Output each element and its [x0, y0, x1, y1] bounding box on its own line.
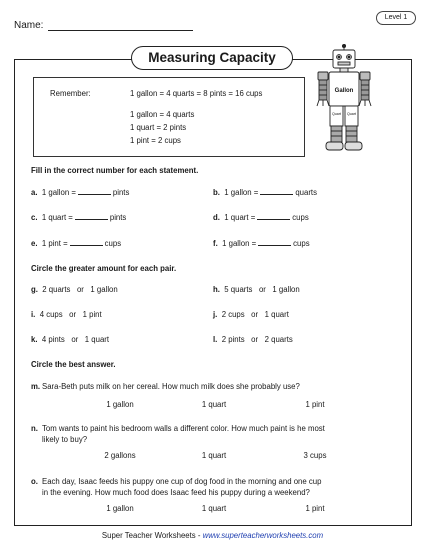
robot-gallon-label: Gallon	[334, 88, 354, 94]
answer-blank[interactable]	[70, 238, 103, 246]
footer-link[interactable]: www.superteacherworksheets.com	[202, 531, 324, 540]
choice[interactable]: 1 gallon	[90, 285, 118, 294]
page-title: Measuring Capacity	[131, 46, 293, 70]
answer-blank[interactable]	[260, 187, 293, 195]
section-heading: Circle the greater amount for each pair.	[31, 264, 177, 273]
robot-illustration	[316, 44, 372, 162]
answer-blank[interactable]	[75, 212, 108, 220]
choice[interactable]: 1 quart	[84, 335, 110, 344]
question-letter: n.	[31, 424, 38, 433]
question-text: in the evening. How much food does Isaac feed his puppy during a weekend?	[42, 488, 310, 497]
remember-line: 1 pint = 2 cups	[130, 136, 181, 145]
choice[interactable]: 2 pints	[221, 335, 245, 344]
fill-item-c: c. 1 quart = pints	[31, 213, 127, 222]
choice[interactable]: 5 quarts	[224, 285, 253, 294]
answer-choice[interactable]: 1 quart	[201, 400, 227, 409]
answer-blank[interactable]	[257, 212, 290, 220]
footer-text: Super Teacher Worksheets -	[101, 531, 203, 540]
answer-blank[interactable]	[78, 187, 111, 195]
robot-shoulder	[360, 72, 370, 80]
robot-leg-quart	[345, 106, 358, 126]
choice[interactable]: 1 pint	[82, 310, 102, 319]
robot-quart-label: Quart	[347, 112, 356, 116]
choice[interactable]: 4 cups	[39, 310, 63, 319]
choice[interactable]: 2 quarts	[264, 335, 293, 344]
question-text: Tom wants to paint his bedroom walls a different color. How much paint is he most	[42, 424, 325, 433]
choice[interactable]: 2 quarts	[42, 285, 71, 294]
section-heading: Fill in the correct number for each statement.	[31, 166, 199, 175]
remember-label: Remember:	[50, 89, 91, 98]
remember-line: 1 quart = 2 pints	[130, 123, 187, 132]
answer-choice[interactable]: 1 pint	[305, 400, 325, 409]
fill-item-a: a. 1 gallon = pints	[31, 188, 130, 197]
remember-line: 1 gallon = 4 quarts	[130, 110, 195, 119]
compare-item-l: l. 2 pints or 2 quarts	[213, 335, 293, 344]
choice[interactable]: 1 gallon	[272, 285, 300, 294]
fill-item-b: b. 1 gallon = quarts	[213, 188, 317, 197]
choice[interactable]: 1 quart	[264, 310, 289, 319]
compare-item-j: j. 2 cups or 1 quart	[213, 310, 289, 319]
choice[interactable]: 4 pints	[41, 335, 65, 344]
name-line	[48, 30, 193, 31]
choice[interactable]: 2 cups	[221, 310, 245, 319]
question-letter: o.	[31, 477, 38, 486]
question-text: likely to buy?	[42, 435, 88, 444]
question-text: Each day, Isaac feeds his puppy one cup of dog food in the morning and one cup	[42, 477, 322, 486]
footer	[0, 531, 425, 540]
answer-blank[interactable]	[258, 238, 291, 246]
compare-item-i: i. 4 cups or 1 pint	[31, 310, 102, 319]
answer-choice[interactable]: 3 cups	[303, 451, 327, 460]
compare-item-k: k. 4 pints or 1 quart	[31, 335, 110, 344]
fill-item-f: f. 1 gallon = cups	[213, 239, 310, 248]
answer-choice[interactable]: 1 gallon	[106, 400, 134, 409]
fill-item-e: e. 1 pint = cups	[31, 239, 122, 248]
answer-choice[interactable]: 2 gallons	[104, 451, 136, 460]
answer-choice[interactable]: 1 gallon	[106, 504, 134, 513]
answer-choice[interactable]: 1 quart	[201, 504, 227, 513]
compare-item-g: g. 2 quarts or 1 gallon	[31, 285, 118, 294]
robot-quart-label: Quart	[332, 112, 341, 116]
name-label: Name:	[14, 20, 44, 31]
answer-choice[interactable]: 1 quart	[201, 451, 227, 460]
remember-main: 1 gallon = 4 quarts = 8 pints = 16 cups	[130, 89, 263, 98]
question-text: Sara-Beth puts milk on her cereal. How much milk does she probably use?	[42, 382, 300, 391]
level-badge: Level 1	[376, 11, 416, 25]
fill-item-d: d. 1 quart = cups	[213, 213, 309, 222]
robot-leg-quart	[330, 106, 343, 126]
question-letter: m.	[31, 382, 41, 391]
robot-shoulder	[318, 72, 328, 80]
section-heading: Circle the best answer.	[31, 360, 116, 369]
answer-choice[interactable]: 1 pint	[305, 504, 325, 513]
compare-item-h: h. 5 quarts or 1 gallon	[213, 285, 300, 294]
